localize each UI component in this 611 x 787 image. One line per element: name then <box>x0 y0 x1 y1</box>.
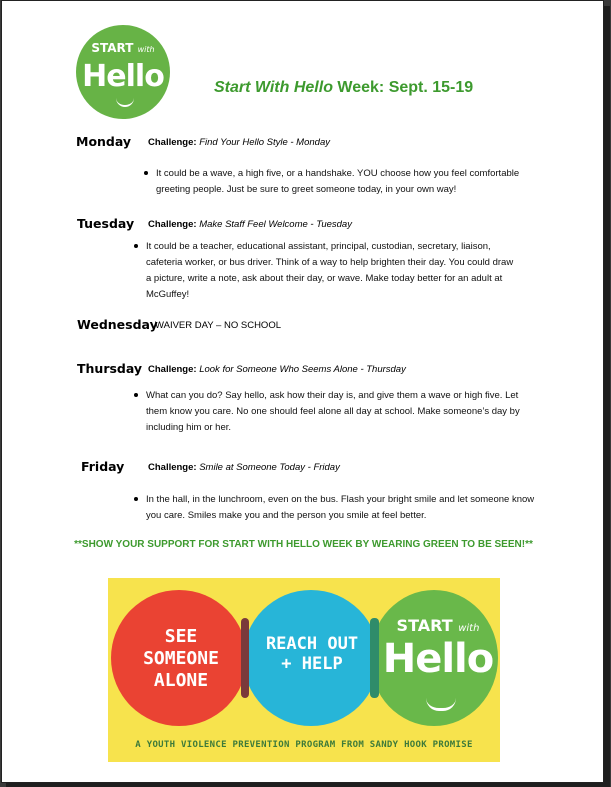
page-shadow <box>6 783 610 787</box>
logo-start-text: START with <box>91 41 155 55</box>
banner-footer: A YOUTH VIOLENCE PREVENTION PROGRAM FROM SANDY HOOK PROMISE <box>135 740 473 750</box>
see-someone-alone-text: SEE SOMEONE ALONE <box>143 626 219 691</box>
wednesday-note: WAIVER DAY – NO SCHOOL <box>155 320 281 331</box>
day-monday: Monday <box>76 134 132 149</box>
challenge-tuesday: Challenge: Make Staff Feel Welcome - Tuesday <box>148 219 352 230</box>
reach-out-help-text: REACH OUT + HELP <box>265 634 359 674</box>
page-shadow <box>604 6 610 787</box>
logo-hello-text: Hello <box>82 59 164 94</box>
bullet-friday: In the hall, in the lunchroom, even on the bus. Flash your bright smile and let someone know you care. Smiles make you and the person you smile at feel better. <box>146 492 538 524</box>
challenge-friday: Challenge: Smile at Someone Today - Friday <box>148 462 340 473</box>
banner-hello-text: Hello <box>382 636 494 682</box>
smile-icon <box>116 97 134 107</box>
bullet-thursday: What can you do? Say hello, ask how their day is, and give them a wave or high five. Let them know you care. No one should feel alone all day at school. Make someone’s day by including him or her. <box>146 388 536 436</box>
challenge-thursday: Challenge: Look for Someone Who Seems Alone - Thursday <box>148 364 406 375</box>
bullet-icon <box>134 497 138 501</box>
bullet-icon <box>134 244 138 248</box>
program-banner <box>108 578 500 762</box>
document-page <box>1 0 604 783</box>
day-thursday: Thursday <box>77 361 143 376</box>
start-with-hello-logo <box>76 25 170 119</box>
banner-start-text: START with <box>396 616 480 635</box>
bullet-icon <box>144 171 148 175</box>
day-wednesday: Wednesday <box>77 317 158 332</box>
support-message: **SHOW YOUR SUPPORT FOR START WITH HELLO WEEK BY WEARING GREEN TO BE SEEN!** <box>74 539 533 550</box>
bullet-icon <box>134 393 138 397</box>
bullet-monday: It could be a wave, a high five, or a handshake. YOU choose how you feel comfortable greeting people. Just be sure to greet someone today, in your own way! <box>156 166 536 198</box>
day-tuesday: Tuesday <box>77 216 135 231</box>
day-friday: Friday <box>81 459 125 474</box>
bullet-tuesday: It could be a teacher, educational assistant, principal, custodian, secretary, liaison, cafeteria worker, or bus driver. Think of a way to help brighten their day. You could draw a picture, write a note, ask about their day, or wave. Make today better for an adult at McGuffey! <box>146 239 521 303</box>
challenge-monday: Challenge: Find Your Hello Style - Monday <box>148 137 330 148</box>
circle-overlap <box>241 618 249 698</box>
page-title: Start With Hello Week: Sept. 15-19 <box>214 79 474 96</box>
